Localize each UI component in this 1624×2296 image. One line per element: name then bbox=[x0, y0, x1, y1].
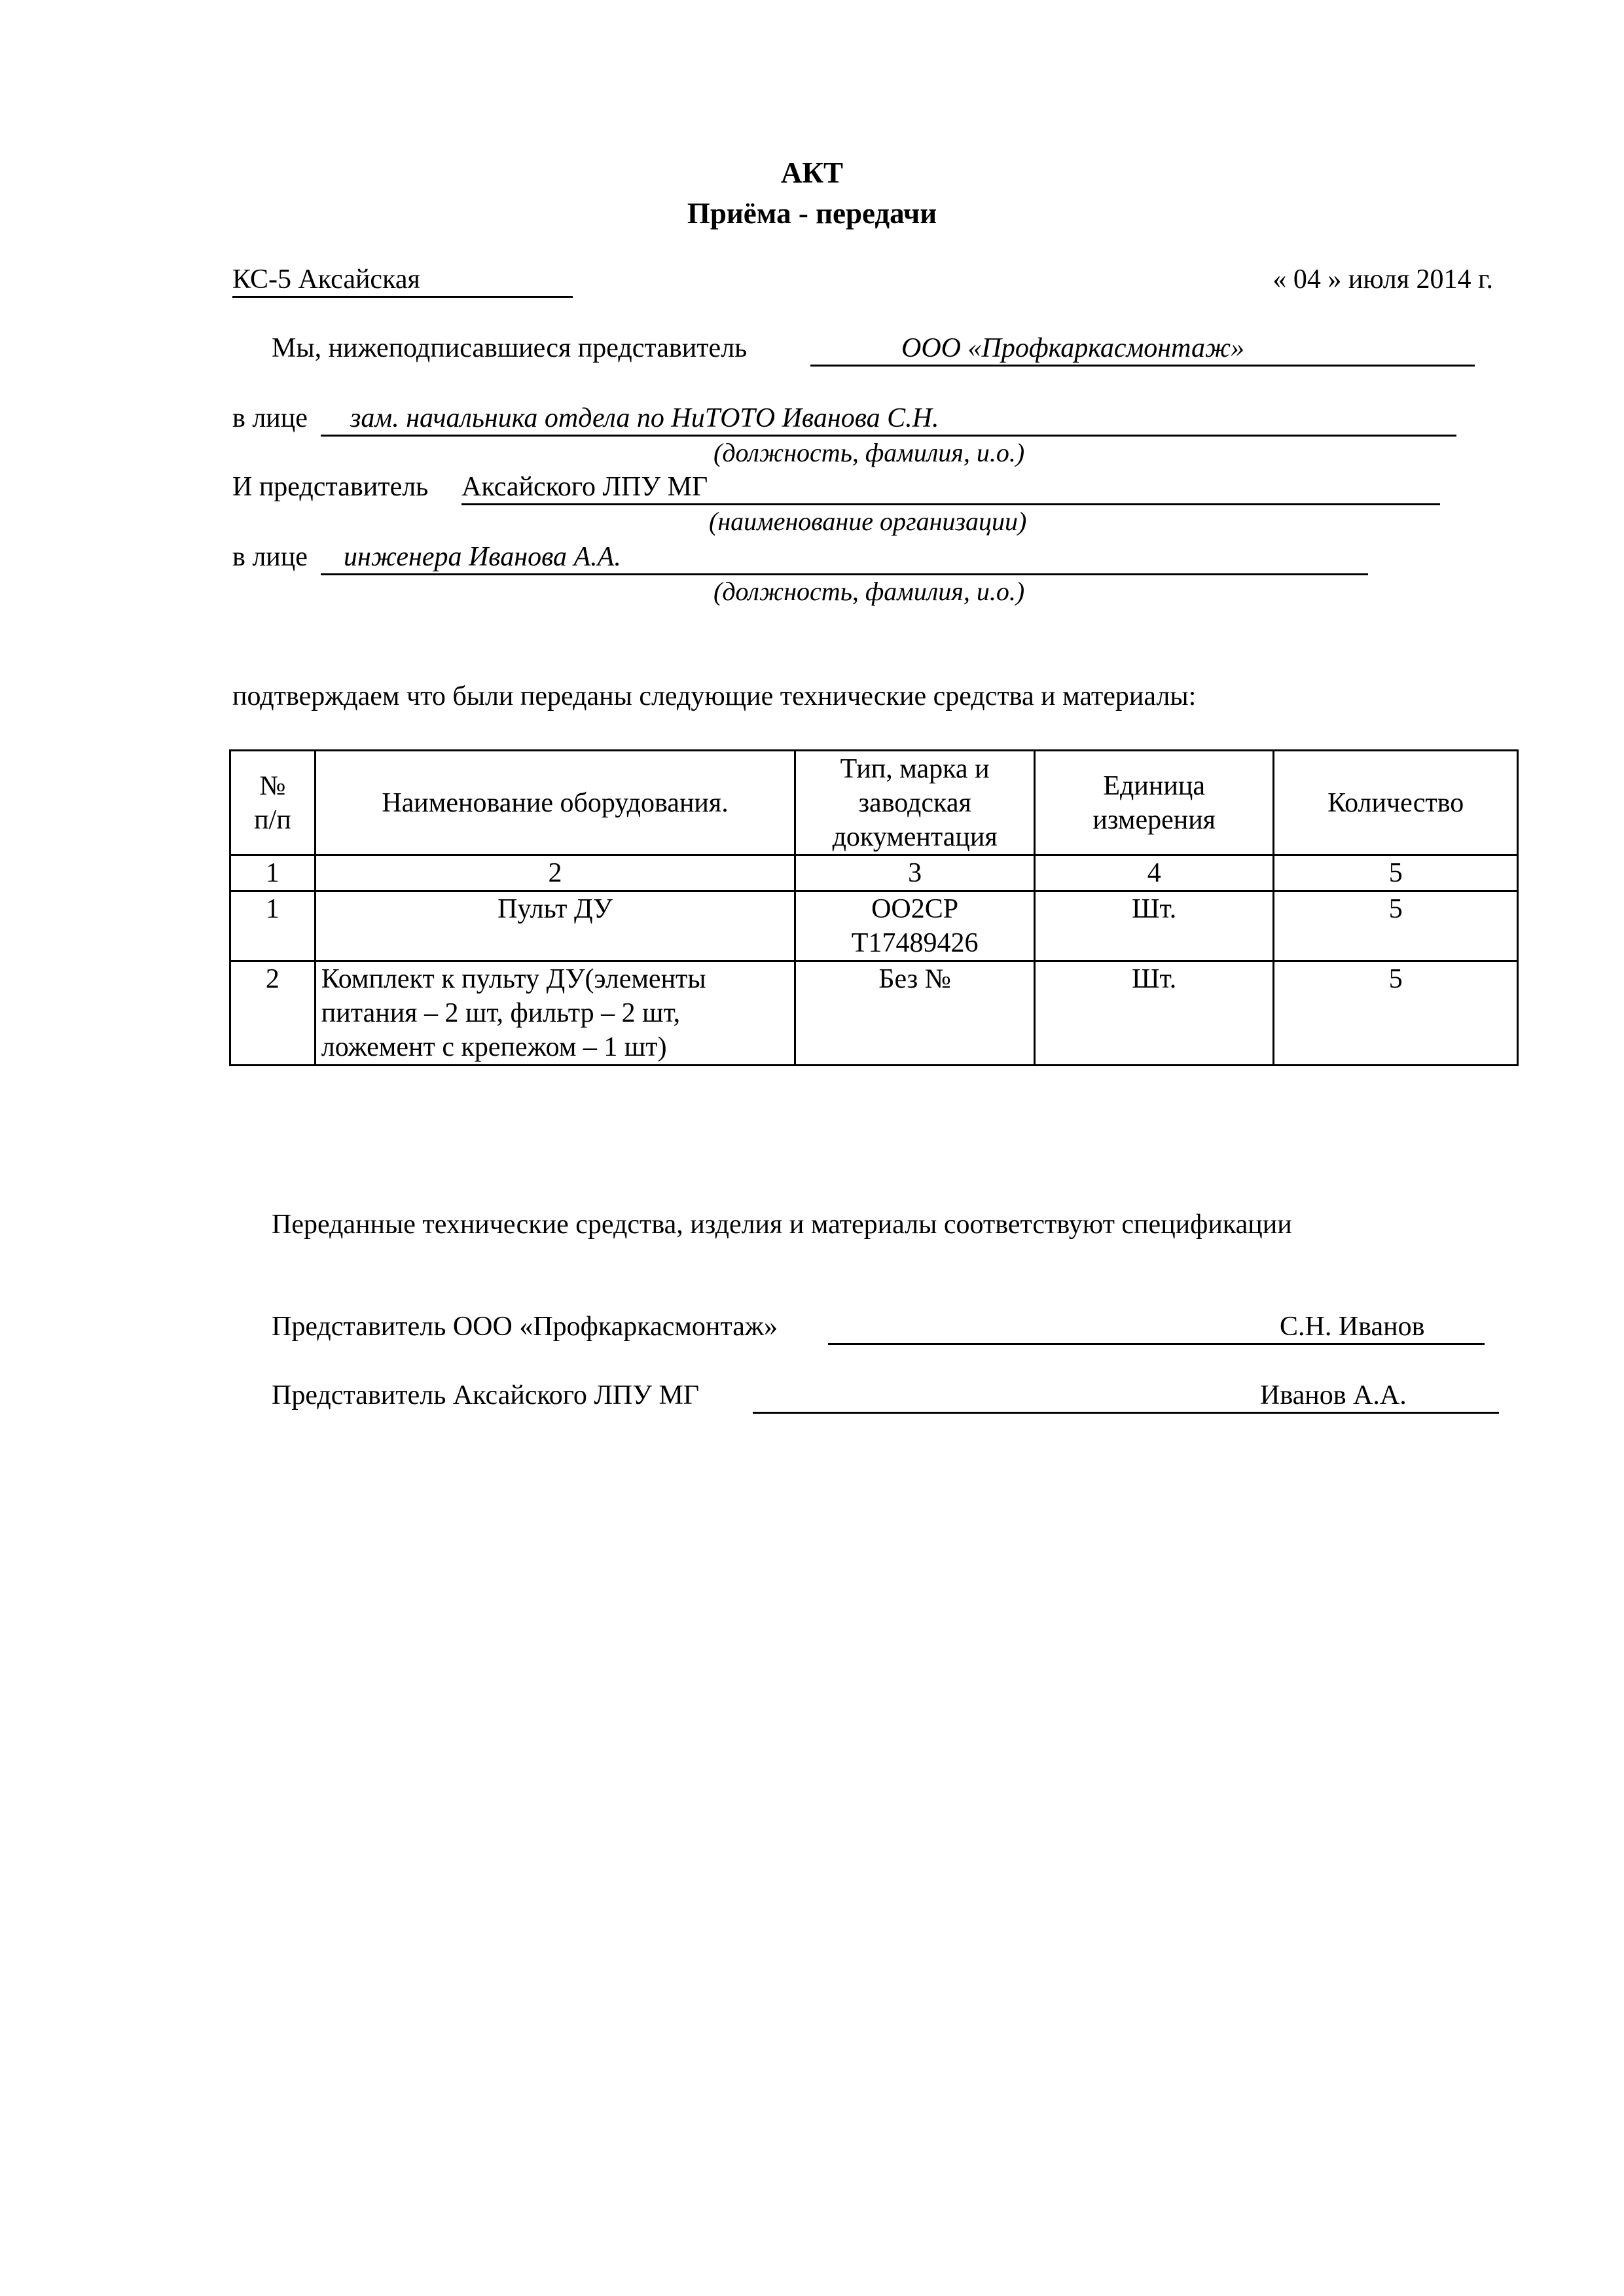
row-name-line3: ложемент с крепежом – 1 шт) bbox=[321, 1032, 667, 1062]
person-2-underline bbox=[321, 573, 1368, 575]
row-name bbox=[315, 961, 795, 1066]
representative-1-value: ООО «Профкаркасмонтаж» bbox=[901, 333, 1245, 363]
row-name: Пульт ДУ bbox=[315, 891, 795, 961]
row-name-line2: питания – 2 шт, фильтр – 2 шт, bbox=[321, 998, 681, 1028]
header-type bbox=[795, 751, 1035, 855]
row-type-line2: T17489426 bbox=[851, 928, 979, 958]
person-2-label: в лице bbox=[232, 542, 308, 572]
header-type-line3: документация bbox=[832, 821, 998, 852]
column-number: 2 bbox=[315, 855, 795, 891]
row-unit: Шт. bbox=[1034, 891, 1273, 961]
row-num: 2 bbox=[230, 961, 316, 1066]
conclusion-text: Переданные технические средства, изделия и материалы соответствуют спецификации bbox=[272, 1210, 1292, 1240]
place-underline bbox=[232, 296, 573, 298]
header-num-line2: п/п bbox=[254, 804, 291, 835]
table-header-row bbox=[230, 751, 1518, 855]
signature-2-name: Иванов А.А. bbox=[1260, 1380, 1407, 1410]
row-qty: 5 bbox=[1274, 891, 1518, 961]
place-value: КС-5 Аксайская bbox=[232, 264, 420, 295]
representative-2-underline bbox=[461, 503, 1440, 505]
person-1-underline bbox=[321, 435, 1456, 437]
header-name: Наименование оборудования. bbox=[315, 751, 795, 855]
signature-2-underline bbox=[753, 1412, 1499, 1414]
representative-1-label: Мы, нижеподписавшиеся представитель bbox=[272, 333, 748, 363]
person-1-value: зам. начальника отдела по НиТОТО Иванова С.Н. bbox=[350, 403, 939, 433]
row-name-line1: Комплект к пульту ДУ(элементы bbox=[321, 964, 706, 994]
equipment-table bbox=[229, 749, 1519, 1066]
document-subtitle: Приёма - передачи bbox=[687, 197, 937, 230]
header-num bbox=[230, 751, 316, 855]
row-num: 1 bbox=[230, 891, 316, 961]
representative-1-underline bbox=[810, 365, 1475, 367]
position-hint-2: (должность, фамилия, и.о.) bbox=[713, 577, 1025, 606]
header-unit-line2: измерения bbox=[1092, 804, 1216, 835]
column-number: 3 bbox=[795, 855, 1035, 891]
header-unit bbox=[1034, 751, 1273, 855]
organization-hint: (наименование организации) bbox=[709, 507, 1027, 536]
row-type: Без № bbox=[795, 961, 1035, 1066]
representative-2-label: И представитель bbox=[232, 472, 429, 502]
signature-1-name: С.Н. Иванов bbox=[1280, 1312, 1425, 1342]
representative-2-value: Аксайского ЛПУ МГ bbox=[461, 472, 708, 502]
table-row bbox=[230, 891, 1518, 961]
person-1-label: в лице bbox=[232, 403, 308, 433]
row-unit: Шт. bbox=[1034, 961, 1273, 1066]
row-qty: 5 bbox=[1274, 961, 1518, 1066]
row-type bbox=[795, 891, 1035, 961]
confirm-text: подтверждаем что были переданы следующие технические средства и материалы: bbox=[232, 681, 1197, 711]
header-qty: Количество bbox=[1274, 751, 1518, 855]
header-type-line1: Тип, марка и bbox=[840, 753, 990, 784]
signature-1-label: Представитель ООО «Профкаркасмонтаж» bbox=[272, 1312, 778, 1342]
header-unit-line1: Единица bbox=[1103, 770, 1205, 801]
column-number: 1 bbox=[230, 855, 316, 891]
row-type-line1: OO2CP bbox=[871, 894, 959, 924]
column-number: 4 bbox=[1034, 855, 1273, 891]
document-date: « 04 » июля 2014 г. bbox=[1272, 264, 1493, 295]
document-title: АКТ bbox=[780, 156, 844, 189]
person-2-value: инженера Иванова А.А. bbox=[344, 542, 621, 572]
column-numbers-row bbox=[230, 855, 1518, 891]
position-hint-1: (должность, фамилия, и.о.) bbox=[713, 438, 1025, 467]
header-num-line1: № bbox=[259, 770, 286, 801]
place-line bbox=[232, 264, 420, 295]
column-number: 5 bbox=[1274, 855, 1518, 891]
signature-2-label: Представитель Аксайского ЛПУ МГ bbox=[272, 1380, 700, 1410]
signature-1-underline bbox=[828, 1343, 1485, 1345]
table-row bbox=[230, 961, 1518, 1066]
header-type-line2: заводская bbox=[858, 787, 971, 818]
